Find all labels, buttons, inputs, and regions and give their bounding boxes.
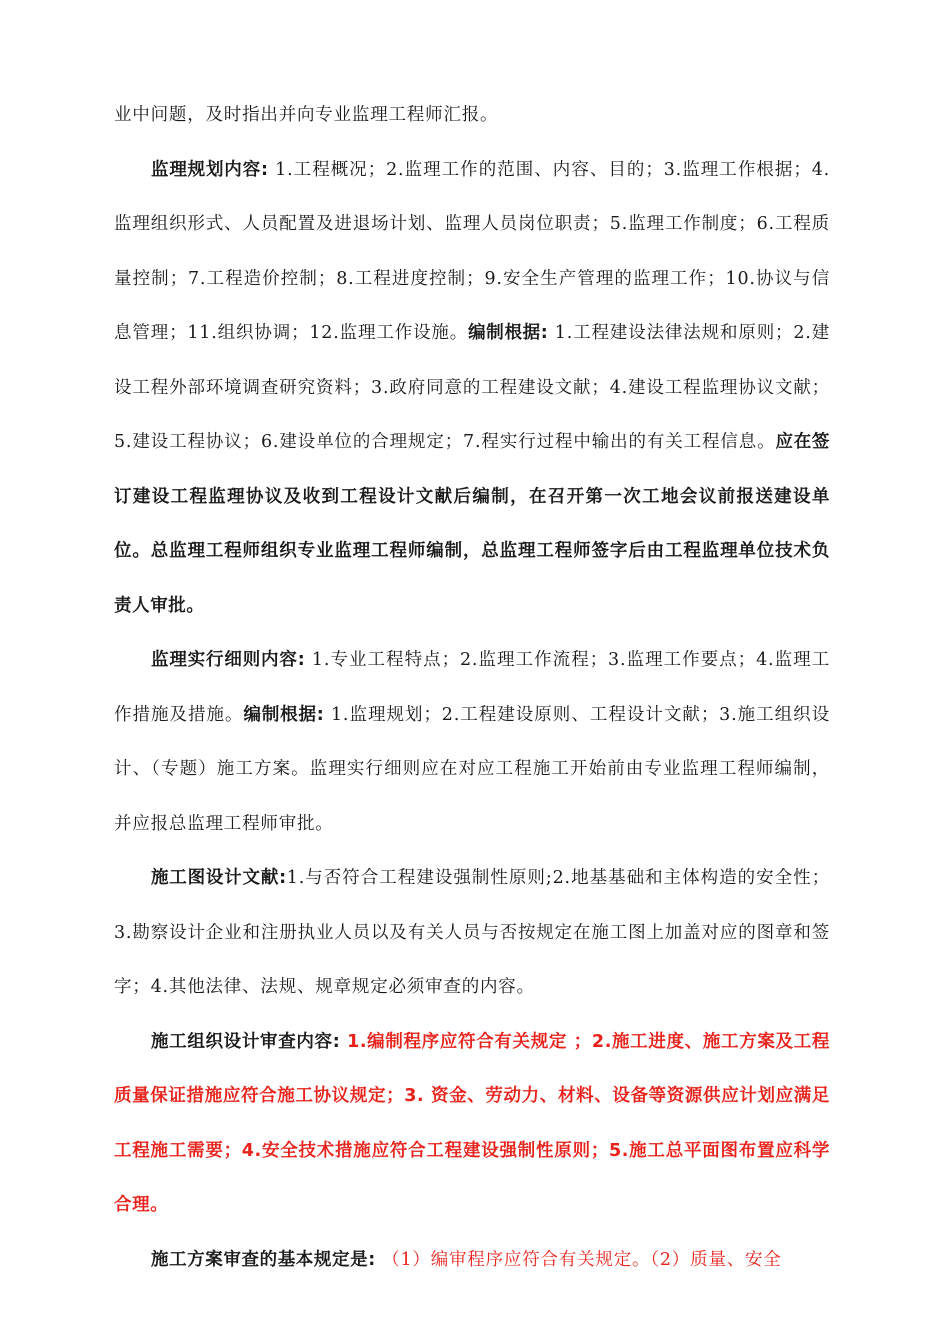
section-label: 施工图设计文献: bbox=[151, 868, 287, 888]
paragraph-construction-org-review bbox=[114, 1015, 830, 1233]
section-label: 监理规划内容: bbox=[151, 159, 269, 180]
paragraph-supervision-plan bbox=[114, 143, 830, 634]
highlighted-text: 1.编制程序应符合有关规定 ；2.施工进度、施工方案及工程质量保证措施应符合施工协议规定；3. 资金、劳动力、材料、设备等资源供应计划应满足工程施工需要；4.安全技术措施应符合工程建设强制性原则；5.施工总平面图布置应科学合理。 bbox=[114, 1031, 830, 1215]
section-label: 编制根据: bbox=[243, 704, 325, 725]
paragraph-text: 1.工程建设法律法规和原则；2.建设工程外部环境调查研究资料；3.政府同意的工程建设文献；4.建设工程监理协议文献；5.建设工程协议；6.建设单位的合理规定；7.程实行过程中输出的有关工程信息。 bbox=[114, 323, 831, 452]
section-label: 施工组织设计审查内容: bbox=[151, 1031, 341, 1052]
paragraph-continuation bbox=[114, 88, 830, 143]
paragraph-text: 业中问题，及时指出并向专业监理工程师汇报。 bbox=[114, 105, 499, 125]
paragraph-implementation-rules bbox=[114, 633, 830, 851]
section-label: 施工方案审查的基本规定是: bbox=[151, 1249, 376, 1270]
paragraph-text: 1.专业工程特点；2.监理工作流程；3.监理工作要点；4.监理工作措施及措施。 bbox=[114, 650, 831, 725]
bold-statement: 应在签订建设工程监理协议及收到工程设计文献后编制，在召开第一次工地会议前报送建设单位。总监理工程师组织专业监理工程师编制，总监理工程师签字后由工程监理单位技术负责人审批。 bbox=[114, 432, 830, 616]
section-label: 监理实行细则内容: bbox=[151, 650, 306, 670]
paragraph-construction-plan-review bbox=[114, 1233, 830, 1288]
section-label: 编制根据: bbox=[468, 323, 549, 343]
document-page bbox=[114, 88, 830, 1287]
paragraph-text: 1.工程概况；2.监理工作的范围、内容、目的；3.监理工作根据；4.监理组织形式、人员配置及进退场计划、监理人员岗位职责；5.监理工作制度；6.工程质量控制；7.工程造价控制；8.工程进度控制；9.安全生产管理的监理工作；10.协议与信息管理；11.组织协调；12.监理工作设施。 bbox=[114, 159, 830, 343]
paragraph-construction-drawings bbox=[114, 851, 830, 1015]
paragraph-text: 1.监理规划；2.工程建设原则、工程设计文献；3.施工组织设计、（专题）施工方案。监理实行细则应在对应工程施工开始前由专业监理工程师编制，并应报总监理工程师审批。 bbox=[114, 704, 830, 834]
highlighted-text: （1）编审程序应符合有关规定。（2）质量、安全 bbox=[375, 1249, 782, 1270]
paragraph-text: 1.与否符合工程建设强制性原则;2.地基基础和主体构造的安全性；3.勘察设计企业和注册执业人员以及有关人员与否按规定在施工图上加盖对应的图章和签字；4.其他法律、法规、规章规定必须审查的内容。 bbox=[114, 868, 830, 997]
